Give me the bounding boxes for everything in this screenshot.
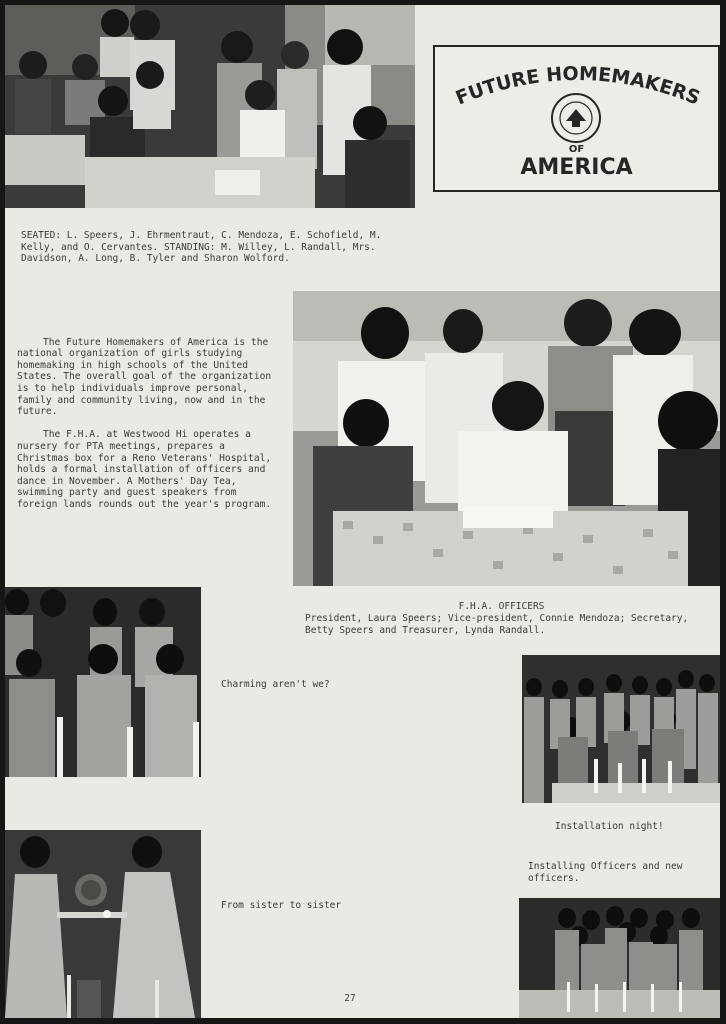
article-body — [17, 325, 275, 522]
article-paragraph-1: The Future Homemakers of America is the national organization of girls studying homemaking in high schools of the United States. The overall goal of the organization is to help individuals improve personal, family and community living, now and in the future. — [17, 336, 272, 418]
installation-photo — [522, 655, 720, 803]
yearbook-page — [5, 5, 720, 1018]
sister-photo — [5, 830, 201, 1018]
caption-sister: From sister to sister — [221, 900, 342, 911]
banner-title-of: OF — [568, 144, 585, 155]
fha-banner — [433, 45, 720, 192]
svg-text:FUTURE HOMEMAKERS: FUTURE HOMEMAKERS — [452, 62, 704, 110]
caption-installation: Installation night! — [555, 821, 664, 832]
charming-photo — [5, 587, 201, 777]
banner-title-bottom: AMERICA — [520, 155, 633, 180]
group-photo-seated-standing — [5, 5, 415, 208]
officers-caption-body: President, Laura Speers; Vice-president, Connie Mendoza; Secretary, Betty Speers and Treasurer, Lynda Randall. — [305, 613, 689, 636]
caption-installing: Installing Officers and new officers. — [528, 861, 683, 884]
officers-caption-title: F.H.A. OFFICERS — [458, 601, 545, 612]
page-number: 27 — [344, 993, 356, 1004]
caption-charming: Charming aren't we? — [221, 679, 330, 690]
officers-photo — [293, 291, 720, 586]
installing-officers-photo — [519, 898, 720, 1018]
caption-seated-standing: SEATED: L. Speers, J. Ehrmentraut, C. Mendoza, E. Schofield, M. Kelly, and O. Cervantes. STANDING: M. Willey, L. Randall, Mrs. Davidson, A. Long, B. Tyler and Sharon Wolford. — [21, 230, 382, 264]
article-paragraph-2: The F.H.A. at Westwood Hi operates a nursery for PTA meetings, prepares a Christmas box for a Reno Veterans' Hospital, holds a formal installation of officers and dance in November. A Mothers' Day Tea, swimming party and guest speakers from foreign lands rounds out the year's program. — [17, 429, 272, 510]
